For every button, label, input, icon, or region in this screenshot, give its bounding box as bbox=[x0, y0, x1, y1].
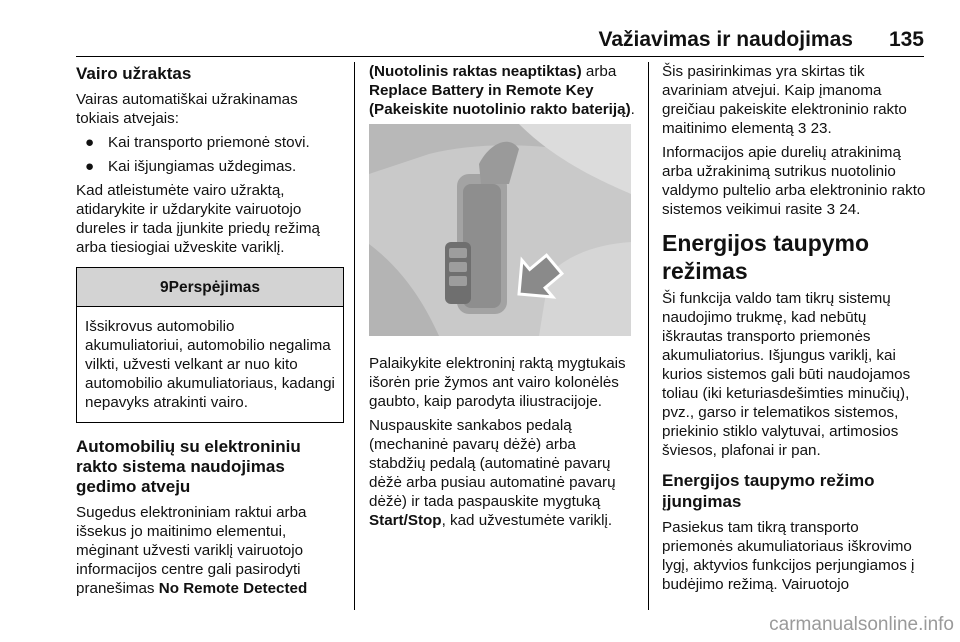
section-heading-electronic-key: Automobilių su elektroniniu rakto sistema naudojimas gedimo atveju bbox=[76, 437, 301, 496]
warning-header bbox=[77, 268, 343, 307]
paragraph: Palaikykite elektroninį raktą mygtukais išorėn prie žymos ant vairo kolonėlės gaubto, kaip parodyta iliustracijoje. bbox=[369, 355, 626, 410]
page-reference: 3 23. bbox=[797, 120, 832, 137]
column-divider bbox=[354, 62, 355, 610]
paragraph: Ši funkcija valdo tam tikrų sistemų naudojimo trukmę, kad nebūtų iškrautas transporto priemonės akumuliatorius. Išjungus variklį, kai kurios sistemos gali būti naudojamos toliau (iki keturiasdešimties minučių), pvz., garso ir telematikos sistemos, priekinio stiklo valytuvai, artimosios šviesos, plafonai ir pan. bbox=[662, 290, 911, 459]
bullet-list bbox=[76, 133, 344, 176]
warning-text: Išsikrovus automobilio akumuliatoriui, automobilio negalima vilkti, užvesti velkant ar nuo kito automobilio akumuliatoriaus, kadangi nepavyks atrakinti vairo. bbox=[85, 318, 335, 411]
bullet-icon: ● bbox=[85, 158, 95, 175]
intro-text: Vairas automatiškai užrakinamas tokiais atvejais: bbox=[76, 91, 298, 127]
page-header bbox=[76, 28, 924, 52]
paragraph: Informacijos apie durelių atrakinimą arba užrakinimą sutrikus nuotolinio valdymo pultelio arba elektroninio rakto sistemos veikimui rasite 3 24. bbox=[662, 144, 926, 218]
list-item: ● Kai išjungiamas uždegimas. bbox=[85, 158, 297, 175]
warning-box bbox=[76, 267, 344, 423]
bullet-icon: ● bbox=[85, 134, 95, 151]
warning-icon: 9 bbox=[160, 279, 169, 296]
paragraph: Šis pasirinkimas yra skirtas tik avariniam atvejui. Kaip įmanoma greičiau pakeiskite elektroninio rakto maitinimo elementą 3 23. bbox=[662, 63, 907, 137]
header-title: Važiavimas ir naudojimas bbox=[598, 28, 853, 51]
header-rule bbox=[76, 56, 924, 57]
paragraph: Nuspauskite sankabos pedalą (mechaninė pavarų dėžė) arba stabdžių pedalą (automatinė pavarų dėžė arba pusiau automatinė pavarų dėžė) ir tada paspauskite mygtuką Start/Stop, kad užvestumėte variklį. bbox=[369, 417, 616, 529]
watermark: carmanualsonline.info bbox=[769, 614, 954, 635]
warning-title: Perspėjimas bbox=[168, 279, 260, 296]
column-divider bbox=[648, 62, 649, 610]
section-heading-energy-saving: Energijos taupymo režimas bbox=[662, 230, 870, 284]
start-stop-label: Start/Stop bbox=[369, 512, 442, 529]
column-right bbox=[662, 62, 930, 599]
paragraph: Sugedus elektroniniam raktui arba išsekus jo maitinimo elementui, mėginant užvesti variklį vairuotojo informacijos centre gali pasirodyti pranešimas No Remote Detected bbox=[76, 504, 308, 597]
subsection-heading: Energijos taupymo režimo įjungimas bbox=[662, 471, 875, 511]
list-item: ● Kai transporto priemonė stovi. bbox=[85, 134, 310, 151]
steering-column-illustration bbox=[369, 124, 631, 336]
column-left bbox=[76, 62, 344, 603]
page-number: 135 bbox=[888, 28, 924, 51]
column-middle bbox=[369, 62, 635, 535]
page-reference: 3 24. bbox=[826, 201, 861, 218]
paragraph: Pasiekus tam tikrą transporto priemonės akumuliatoriaus iškrovimo lygį, aktyvios funkcijos perjungiamos į budėjimo režimą. Vairuotojo bbox=[662, 519, 915, 593]
section-heading-steering-lock: Vairo užraktas bbox=[76, 64, 192, 83]
message-no-remote: No Remote Detected bbox=[158, 580, 308, 597]
paragraph: Kad atleistumėte vairo užraktą, atidarykite ir uždarykite vairuotojo dureles ir tada įjunkite priedų režimą arba tiesiogiai užveskite variklį. bbox=[76, 182, 320, 256]
paragraph: (Nuotolinis raktas neaptiktas) arba Replace Battery in Remote Key (Pakeiskite nuotolinio rakto bateriją). bbox=[369, 63, 635, 118]
